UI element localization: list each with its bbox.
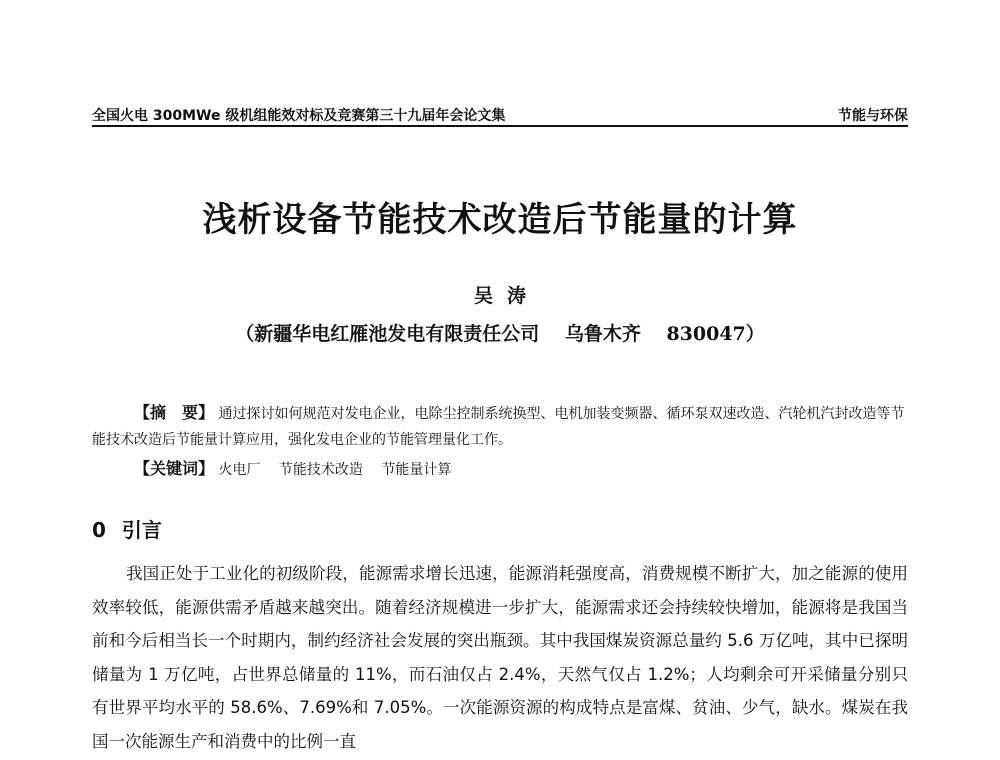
keywords — [134, 458, 908, 481]
author-affiliation: （新疆华电红雁池发电有限责任公司 乌鲁木齐 830047） — [235, 323, 765, 345]
section-number: 0 — [92, 518, 106, 542]
keyword-item: 节能量计算 — [381, 462, 452, 478]
header-proceedings-title: 全国火电 300MWe 级机组能效对标及竞赛第三十九届年会论文集 — [92, 108, 506, 124]
body-paragraph: 我国正处于工业化的初级阶段，能源需求增长迅速，能源消耗强度高，消费规模不断扩大，加之能源的使用效率较低，能源供需矛盾越来越突出。随着经济规模进一步扩大，能源需求还会持续较快增加，能源将是我国当前和今后相当长一个时期内，制约经济社会发展的突出瓶颈。其中我国煤炭资源总量约 5.6 万亿吨，其中已探明储量为 1 万亿吨，占世界总储量的 11%，而石油仅占 2.4%，天然气仅占 1.2%；人均剩余可开采储量分别只有世界平均水平的 58.6%、7.69%和 7.05%。一次能源资源的构成特点是富煤、贫油、少气，缺水。煤炭在我国一次能源生产和消费中的比例一直 — [92, 564, 908, 751]
author-name: 吴涛 — [473, 285, 540, 307]
keywords-label: 【关键词】 — [134, 459, 215, 478]
keyword-item: 火电厂 — [218, 462, 261, 478]
abstract-text: 通过探讨如何规范对发电企业，电除尘控制系统换型、电机加装变频器、循环泵双速改造、汽轮机汽封改造等节能技术改造后节能量计算应用，强化发电企业的节能管理量化工作。 — [92, 406, 905, 448]
paper-title: 浅析设备节能技术改造后节能量的计算 — [202, 200, 798, 240]
section-heading — [92, 514, 162, 543]
keyword-item: 节能技术改造 — [278, 462, 363, 478]
header-section-name: 节能与环保 — [838, 108, 908, 124]
abstract — [92, 400, 908, 453]
section-title: 引言 — [121, 518, 162, 542]
abstract-label: 【摘 要】 — [134, 403, 215, 422]
running-header — [92, 103, 908, 127]
